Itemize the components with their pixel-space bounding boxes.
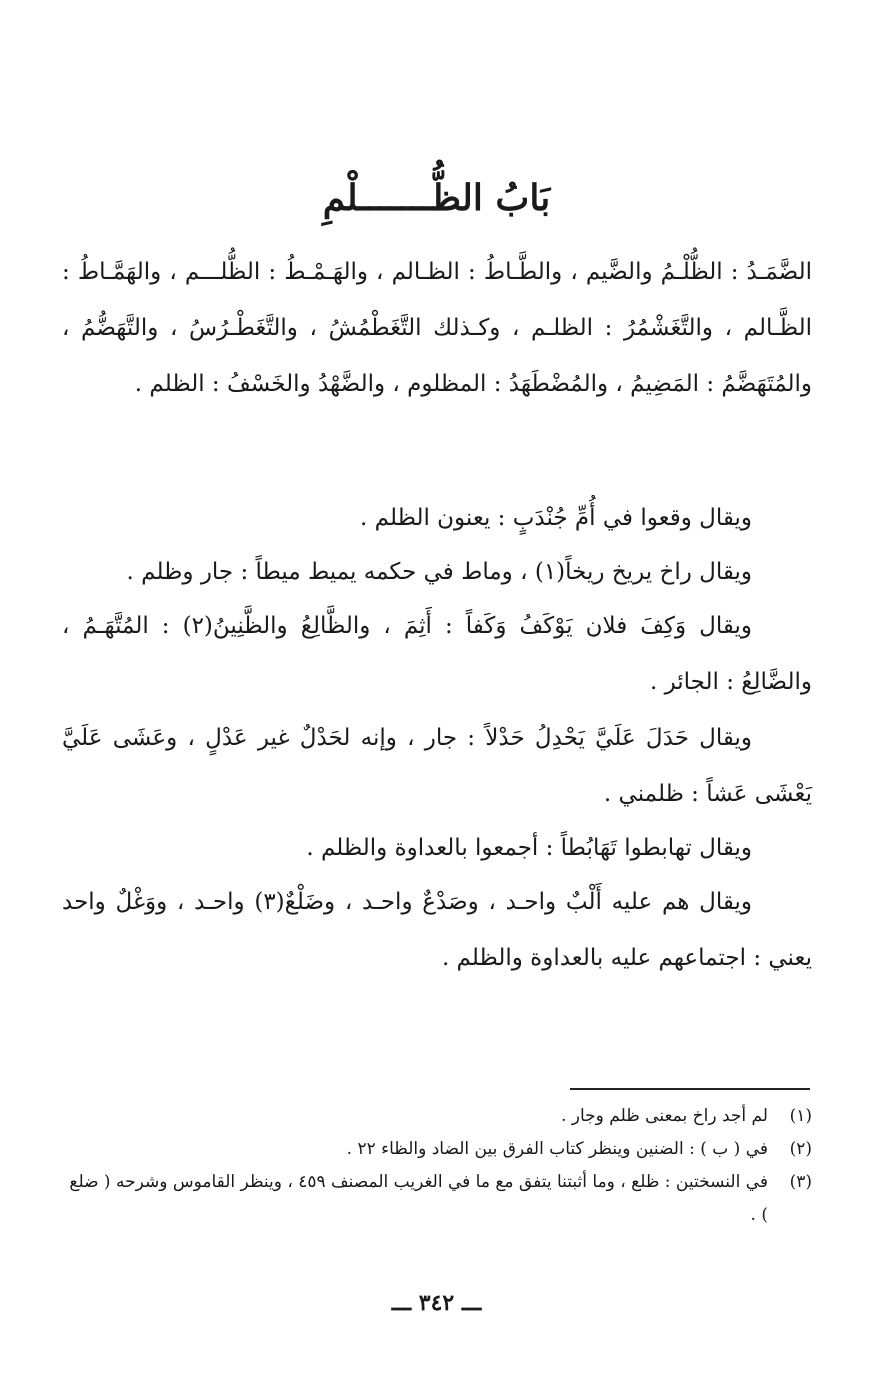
paragraph-tahabatu	[62, 820, 812, 876]
paragraph-text: ويقال وقعوا في أُمِّ جُنْدَبٍ : يعنون الظلم .	[360, 505, 752, 531]
footnote-text: في ( ب ) : الضنين وينظر كتاب الفرق بين الضاد والظاء ٢٢ .	[346, 1139, 768, 1159]
page-number: ـــ ٣٤٢ ـــ	[391, 1290, 482, 1316]
paragraph-alb	[62, 874, 812, 986]
footnote-item	[62, 1166, 812, 1232]
footnote-number: (٣)	[789, 1172, 812, 1192]
footnote-item	[62, 1100, 812, 1133]
footnote-divider	[570, 1088, 810, 1090]
paragraph-text: ويقال تهابطوا تَهَابُطاً : أجمعوا بالعداوة والظلم .	[306, 835, 752, 861]
footnote-number: (١)	[789, 1106, 812, 1126]
paragraph-text: الضَّمَـدُ : الظُّلْـمُ والضَّيم ، والطَّـاطُ : الظـالم ، والهَـمْـطُ : الظُّلـــم ، والهَمَّـاطُ : الظَّـالم ، والتَّغَشْمُرُ : الظلـم ، وكـذلك التَّغَطْمُشُ ، والتَّغَطْـرُسُ ، والتَّهَضُّمُ ، والمُتَهَضَّمُ : المَضِيمُ ، والمُضْطَهَدُ : المظلوم ، والضَّهْدُ والخَسْفُ : الظلم .	[62, 259, 812, 397]
chapter-title: بَابُ الظُّـــــــلْمِ	[322, 177, 551, 219]
paragraph-text: ويقال هم عليه أَلْبٌ واحـد ، وصَدْعٌ واحـد ، وضَلْعٌ(٣) واحـد ، ووَغْلٌ واحد يعني : اجتماعهم عليه بالعداوة والظلم .	[62, 889, 812, 971]
paragraph-rakh	[62, 544, 812, 600]
paragraph-text: ويقال حَدَلَ عَلَيَّ يَحْدِلُ حَدْلاً : جار ، وإنه لحَدْلٌ غير عَدْلٍ ، وعَشَى عَلَيَّ يَعْشَى عَشاً : ظلمني .	[62, 725, 812, 807]
paragraph-definitions	[62, 244, 812, 412]
paragraph-hadala	[62, 710, 812, 822]
paragraph-wakifa	[62, 598, 812, 710]
paragraph-text: ويقال وَكِفَ فلان يَوْكَفُ وَكَفاً : أَثِمَ ، والظَّالِعُ والظَّنِينُ(٢) : المُتَّهَـمُ ، والضَّالِعُ : الجائر .	[62, 613, 812, 695]
paragraph-umm-jundab	[62, 490, 812, 546]
footnote-number: (٢)	[789, 1139, 812, 1159]
footnote-item	[62, 1133, 812, 1166]
footnotes	[62, 1100, 812, 1232]
footnote-text: لم أجد راخ بمعنى ظلم وجار .	[560, 1106, 768, 1126]
footnote-text: في النسختين : ظلع ، وما أثبتنا يتفق مع ما في الغريب المصنف ٤٥٩ ، وينظر القاموس وشرحه ( ضلع ) .	[69, 1172, 768, 1225]
paragraph-text: ويقال راخ يريخ ريخاً(١) ، وماط في حكمه يميط ميطاً : جار وظلم .	[126, 559, 752, 585]
